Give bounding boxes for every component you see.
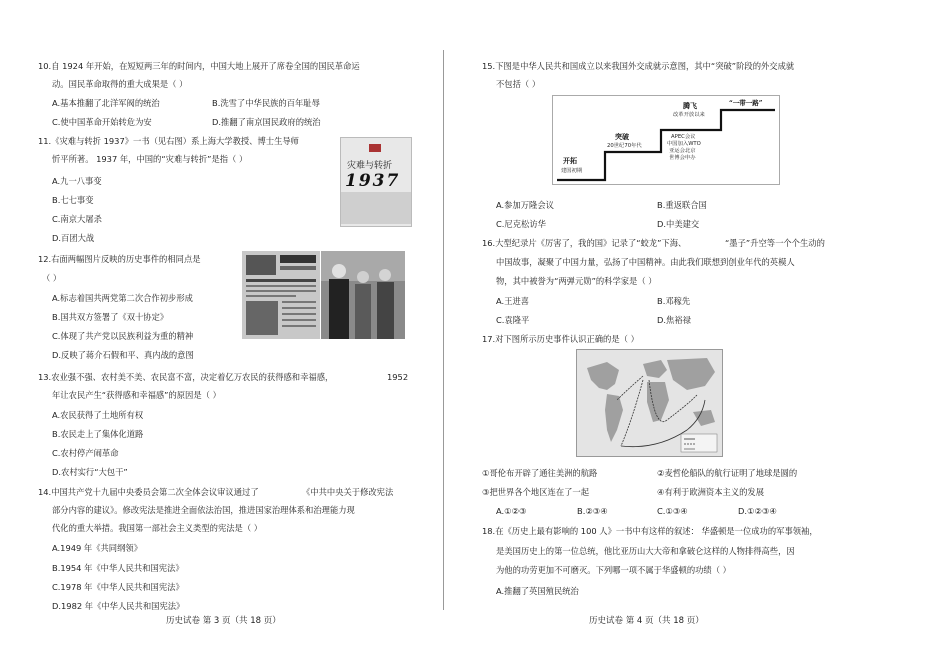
world-map-graphic — [577, 350, 722, 456]
stair-step1-label: 开拓 — [563, 156, 577, 165]
q17-statement-4: ④有利于欧洲资本主义的发展 — [657, 487, 765, 497]
page-3 — [0, 0, 445, 671]
q12-option-a[interactable]: A.标志着国共两党第二次合作初步形成 — [52, 293, 193, 303]
newspaper-photo-graphic — [242, 251, 320, 339]
leaders-photo-graphic — [321, 251, 405, 339]
q17-statement-1: ①哥伦布开辟了通往美洲的航路 — [482, 468, 598, 478]
q17-stem: 17.对下图所示历史事件认识正确的是（ ） — [482, 334, 639, 344]
q11-stem-line1: 11.《灾难与转折 1937》一书（见右图）系上海大学教授、博士生导师 — [38, 136, 299, 146]
q18-stem-line3: 为他的功劳更加不可磨灭。下列哪一项不属于华盛顿的功绩（ ） — [496, 565, 731, 575]
q15-stem-line2: 不包括（ ） — [496, 79, 541, 89]
q13-stem-line2: 年让农民产生“获得感和幸福感”的原因是（ ） — [52, 390, 221, 400]
page-footer-left: 历史试卷 第 3 页（共 18 页） — [166, 616, 281, 626]
stairs-lines — [553, 96, 779, 184]
q16-stem-line2: 中国故事，凝聚了中国力量，弘扬了中国精神。由此我们联想到创业年代的英模人 — [496, 257, 795, 267]
stair-step3-item4: 世博会申办 — [669, 155, 696, 161]
q14-option-c[interactable]: C.1978 年《中华人民共和国宪法》 — [52, 582, 184, 592]
q16-option-a[interactable]: A.王进喜 — [496, 296, 530, 306]
q16-option-d[interactable]: D.焦裕禄 — [657, 315, 691, 325]
voyage-route-map — [576, 349, 723, 457]
q13-stem-line1: 13.农业强不强、农村美不美、农民富不富，决定着亿万农民的获得感和幸福感， — [38, 372, 334, 382]
q15-option-b[interactable]: B.重返联合国 — [657, 200, 707, 210]
book-year: 1937 — [345, 171, 401, 191]
q17-option-b[interactable]: B.②③④ — [577, 506, 608, 516]
stair-step3-item2: 中国加入WTO — [667, 141, 701, 147]
q17-option-c[interactable]: C.①③④ — [657, 506, 688, 516]
q14-stem-line2: 部分内容的建议》。修改宪法是推进全面依法治国，推进国家治理体系和治理能力现 — [52, 505, 355, 515]
q11-stem-line2: 忻平所著。 1937 年，中国的“灾难与转折”是指（ ） — [52, 154, 248, 164]
q16-option-b[interactable]: B.邓稼先 — [657, 296, 691, 306]
book-title: 灾难与转折 — [347, 161, 393, 171]
stair-step2-label: 突破 — [615, 132, 629, 141]
page-footer-right: 历史试卷 第 4 页（共 18 页） — [589, 616, 704, 626]
q12-stem-line1: 12.右面两幅图片反映的历史事件的相同点是 — [38, 254, 201, 264]
q10-option-a[interactable]: A.基本推翻了北洋军阀的统治 — [52, 98, 160, 108]
book-cover-image — [340, 137, 412, 227]
q16-stem-line1-end: “墨子”升空等一个个生动的 — [725, 238, 825, 248]
q14-option-d[interactable]: D.1982 年《中华人民共和国宪法》 — [52, 601, 185, 611]
q11-option-d[interactable]: D.百团大战 — [52, 233, 95, 243]
q16-stem-line3: 物，其中被誉为“两弹元勋”的科学家是（ ） — [496, 276, 657, 286]
q10-stem-line2: 动。国民革命取得的重大成果是（ ） — [52, 79, 188, 89]
q14-stem-line1-end: 《中共中央关于修改宪法 — [302, 487, 394, 497]
q12-option-d[interactable]: D.反映了蒋介石假和平、真内战的意图 — [52, 350, 194, 360]
q15-option-a[interactable]: A.参加万隆会议 — [496, 200, 554, 210]
q13-option-d[interactable]: D.农村实行“大包干” — [52, 467, 128, 477]
stair-step3-item1: APEC会议 — [671, 134, 696, 140]
stair-step3-sub: 改革开放以来 — [673, 112, 705, 118]
q18-stem-line1: 18.在《历史上最有影响的 100 人》一书中有这样的叙述： 华盛顿是一位成功的军事领袖， — [482, 526, 818, 536]
q10-stem-line1: 10.自 1924 年开始，在短短两三年的时间内，中国大地上展开了席卷全国的国民革命运 — [38, 61, 360, 71]
book-band — [341, 192, 411, 224]
q11-option-c[interactable]: C.南京大屠杀 — [52, 214, 102, 224]
q11-option-b[interactable]: B.七七事变 — [52, 195, 94, 205]
q15-option-d[interactable]: D.中美建交 — [657, 219, 700, 229]
q10-option-d[interactable]: D.推翻了南京国民政府的统治 — [212, 117, 321, 127]
page-4 — [447, 0, 950, 671]
book-seal — [369, 144, 381, 152]
stair-step1-sub: 建国初期 — [561, 168, 583, 174]
q14-stem-line1: 14.中国共产党十九届中央委员会第二次全体会议审议通过了 — [38, 487, 259, 497]
q14-option-a[interactable]: A.1949 年《共同纲领》 — [52, 543, 142, 553]
q17-option-d[interactable]: D.①②③④ — [738, 506, 777, 516]
stair-step4-label: “一带一路” — [729, 99, 763, 107]
q17-statement-2: ②麦哲伦船队的航行证明了地球是圆的 — [657, 468, 798, 478]
newspaper-photo — [242, 251, 320, 339]
q14-option-b[interactable]: B.1954 年《中华人民共和国宪法》 — [52, 563, 184, 573]
q18-option-a[interactable]: A.推翻了英国殖民统治 — [496, 586, 579, 596]
q11-option-a[interactable]: A.九一八事变 — [52, 176, 102, 186]
q16-option-c[interactable]: C.袁隆平 — [496, 315, 530, 325]
q14-stem-line3: 代化的重大举措。我国第一部社会主义类型的宪法是（ ） — [52, 523, 263, 533]
q15-stem-line1: 15.下图是中华人民共和国成立以来我国外交成就示意图，其中“突破”阶段的外交成就 — [482, 61, 795, 71]
q17-option-a[interactable]: A.①②③ — [496, 506, 527, 516]
q13-stem-year: 1952 — [387, 372, 409, 382]
q12-option-b[interactable]: B.国共双方签署了《双十协定》 — [52, 312, 169, 322]
stair-step3-item3: 亚运会北京 — [669, 148, 696, 154]
q13-option-a[interactable]: A.农民获得了土地所有权 — [52, 410, 144, 420]
q15-option-c[interactable]: C.尼克松访华 — [496, 219, 546, 229]
q12-stem-line2: （ ） — [42, 273, 62, 283]
diplomacy-stairs-diagram — [552, 95, 780, 185]
q12-option-c[interactable]: C.体现了共产党以民族利益为重的精神 — [52, 331, 194, 341]
stair-step3-label: 腾飞 — [683, 101, 697, 110]
leaders-photo — [321, 251, 405, 339]
q17-statement-3: ③把世界各个地区连在了一起 — [482, 487, 590, 497]
stair-step2-sub: 20世纪70年代 — [607, 143, 642, 149]
q10-option-c[interactable]: C.使中国革命开始转危为安 — [52, 117, 152, 127]
q16-stem-line1: 16.大型纪录片《厉害了，我的国》记录了“蛟龙”下海、 — [482, 238, 687, 248]
q13-option-c[interactable]: C.农村停产闹革命 — [52, 448, 119, 458]
q18-stem-line2: 是美国历史上的第一位总统，他比亚历山大大帝和拿破仑这样的人物排得高些，因 — [496, 546, 795, 556]
q10-option-b[interactable]: B.洗雪了中华民族的百年耻辱 — [212, 98, 320, 108]
q13-option-b[interactable]: B.农民走上了集体化道路 — [52, 429, 144, 439]
